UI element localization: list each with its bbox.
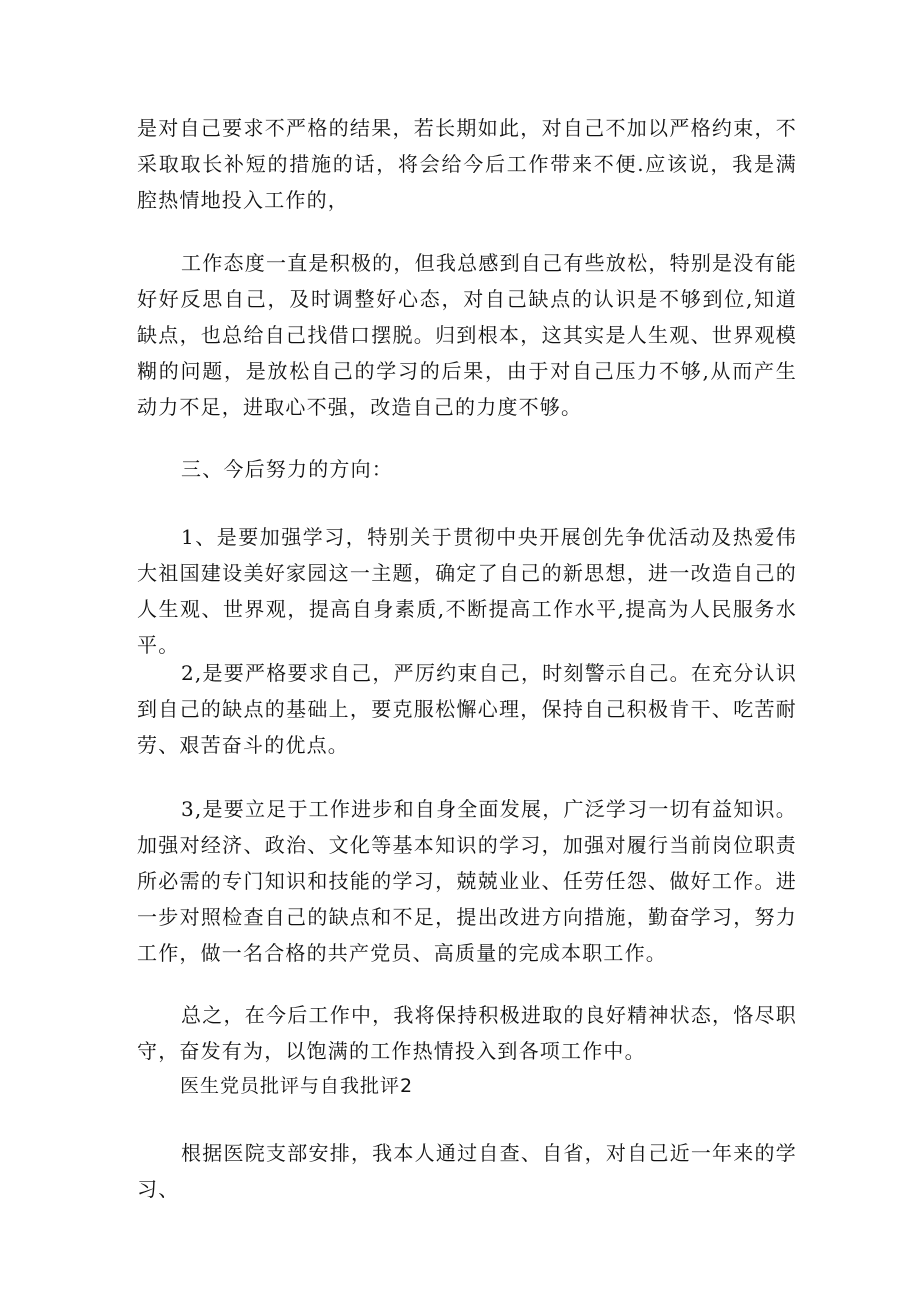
paragraph-continuation: 是对自己要求不严格的结果，若长期如此，对自己不加以严格约束，不采取取长补短的措施的话，将会给今后工作带来不便.应该说，我是满腔热情地投入工作的， bbox=[137, 116, 797, 212]
list-item-3: 3,是要立足于工作进步和自身全面发展，广泛学习一切有益知识。加强对经济、政治、文化等基本知识的学习，加强对履行当前岗位职责所必需的专门知识和技能的学习，兢兢业业、任劳任怨、做好工作。进一步对照检查自己的缺点和不足，提出改进方向措施，勤奋学习，努力工作，做一名合格的共产党员、高质量的完成本职工作。 bbox=[137, 797, 797, 965]
section-heading-future-direction: 三、今后努力的方向： bbox=[181, 457, 393, 481]
paragraph-intro: 根据医院支部安排，我本人通过自查、自省，对自己近一年来的学习、 bbox=[137, 1141, 797, 1201]
paragraph-work-attitude: 工作态度一直是积极的，但我总感到自己有些放松，特别是没有能好好反思自己，及时调整好心态，对自己缺点的认识是不够到位,知道缺点，也总给自己找借口摆脱。归到根本，这其实是人生观、世界观模糊的问题，是放松自己的学习的后果，由于对自己压力不够,从而产生动力不足，进取心不强，改造自己的力度不够。 bbox=[137, 251, 797, 419]
list-item-1: 1、是要加强学习，特别关于贯彻中央开展创先争优活动及热爱伟大祖国建设美好家园这一主题，确定了自己的新思想，进一改造自己的人生观、世界观，提高自身素质,不断提高工作水平,提高为人民服务水平。 bbox=[137, 525, 797, 657]
paragraph-conclusion: 总之，在今后工作中，我将保持积极进取的良好精神状态，恪尽职守，奋发有为，以饱满的工作热情投入到各项工作中。 bbox=[137, 1003, 797, 1063]
list-item-2: 2,是要严格要求自己，严厉约束自己，时刻警示自己。在充分认识到自己的缺点的基础上，要克服松懈心理，保持自己积极肯干、吃苦耐劳、艰苦奋斗的优点。 bbox=[137, 661, 797, 757]
document-subtitle: 医生党员批评与自我批评2 bbox=[180, 1075, 414, 1097]
